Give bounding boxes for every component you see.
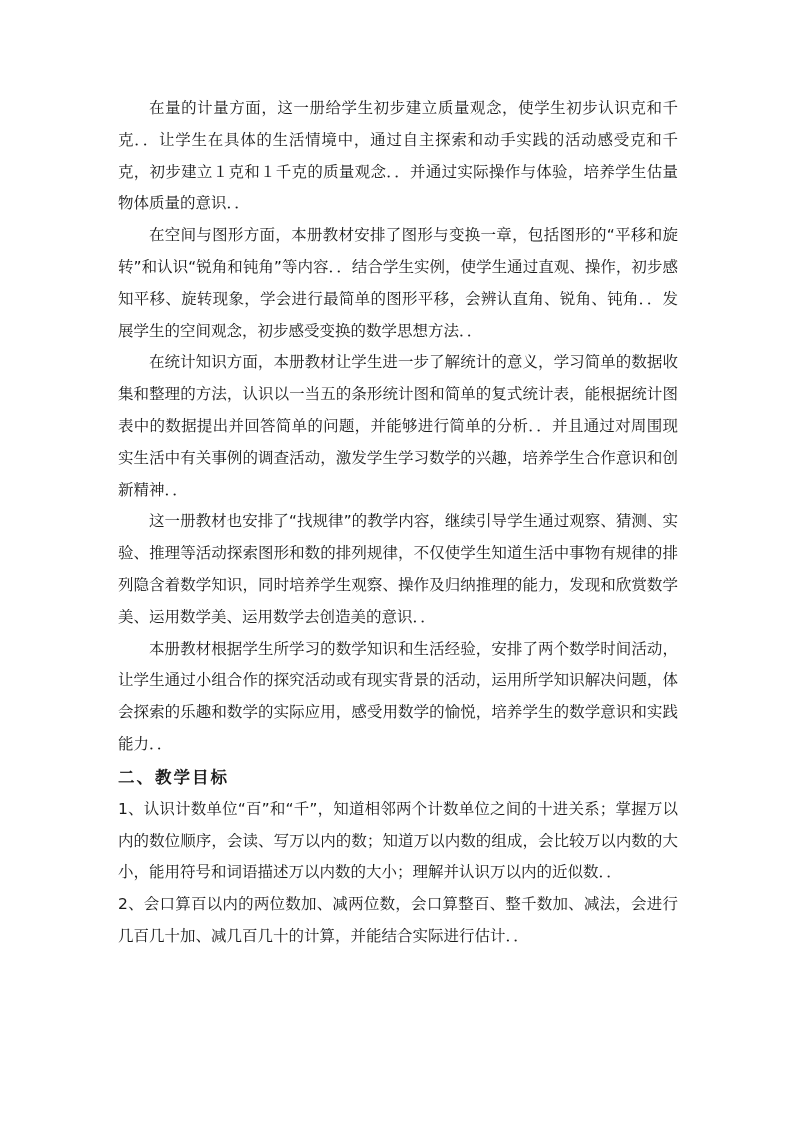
paragraph-space-and-shapes: 在空间与图形方面，本册教材安排了图形与变换一章，包括图形的“平移和旋转”和认识“锐角和钝角”等内容．．结合学生实例，使学生通过直观、操作，初步感知平移、旋转现象，学会进行最简单的图形平移，会辨认直角、锐角、钝角．．发展学生的空间观念，初步感受变换的数学思想方法．．	[118, 226, 678, 340]
goal-item-1: 1、认识计数单位“百”和“千”，知道相邻两个计数单位之间的十进关系；掌握万以内的数位顺序，会读、写万以内的数；知道万以内数的组成，会比较万以内数的大小，能用符号和词语描述万以内数的大小；理解并认识万以内的近似数．．	[118, 799, 678, 882]
paragraph-mass-measurement: 在量的计量方面，这一册给学生初步建立质量观念，使学生初步认识克和千克．．让学生在具体的生活情境中，通过自主探索和动手实践的活动感受克和千克，初步建立１克和１千克的质量观念．．并通过实际操作与体验，培养学生估量物体质量的意识．．	[118, 99, 678, 213]
document-page	[118, 93, 678, 953]
paragraph-statistics: 在统计知识方面，本册教材让学生进一步了解统计的意义，学习简单的数据收集和整理的方法，认识以一当五的条形统计图和简单的复式统计表，能根据统计图表中的数据提出并回答简单的问题，并能够进行简单的分析．．并且通过对周围现实生活中有关事例的调查活动，激发学生学习数学的兴趣，培养学生合作意识和创新精神．．	[118, 353, 678, 499]
paragraph-practice-activities: 本册教材根据学生所学习的数学知识和生活经验，安排了两个数学时间活动，让学生通过小组合作的探究活动或有现实背景的活动，运用所学知识解决问题，体会探索的乐趣和数学的实际应用，感受用数学的愉悦，培养学生的数学意识和实践能力．．	[118, 639, 678, 753]
goal-item-2: 2、会口算百以内的两位数加、减两位数，会口算整百、整千数加、减法，会进行几百几十加、减几百几十的计算，并能结合实际进行估计．．	[118, 895, 678, 945]
paragraph-find-patterns: 这一册教材也安排了“找规律”的教学内容，继续引导学生通过观察、猜测、实验、推理等活动探索图形和数的排列规律，不仅使学生知道生活中事物有规律的排列隐含着数学知识，同时培养学生观察、操作及归纳推理的能力，发现和欣赏数学美、运用数学美、运用数学去创造美的意识．．	[118, 512, 678, 626]
section-heading-teaching-goals: 二、教学目标	[118, 767, 229, 787]
